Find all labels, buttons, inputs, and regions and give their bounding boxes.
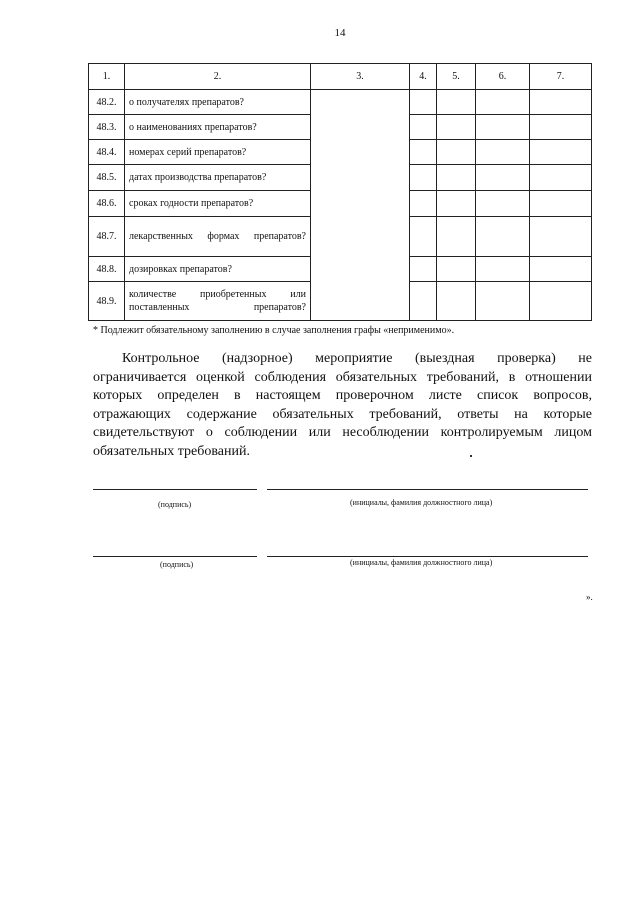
signature-line xyxy=(93,556,257,557)
name-line xyxy=(267,556,588,557)
col-header-4: 4. xyxy=(410,64,437,90)
row-number: 48.6. xyxy=(89,191,125,217)
answer-cell xyxy=(476,191,530,217)
answer-cell xyxy=(530,90,592,115)
answer-cell xyxy=(410,165,437,191)
footnote: * Подлежит обязательному заполнению в случае заполнения графы «неприменимо». xyxy=(93,325,455,336)
row-question: о наименованиях препаратов? xyxy=(125,115,311,140)
answer-cell xyxy=(530,191,592,217)
col-header-3: 3. xyxy=(311,64,410,90)
table-header-row xyxy=(89,64,592,90)
answer-cell xyxy=(410,217,437,257)
signature-caption: (подпись) xyxy=(160,560,194,569)
row-question: сроках годности препаратов? xyxy=(125,191,311,217)
answer-cell xyxy=(476,115,530,140)
body-paragraph: Контрольное (надзорное) мероприятие (выездная проверка) не ограничивается оценкой соблюдения обязательных требований, в отношении которых определен в настоящем проверочном листе список вопросов, отражающих содержание обязательных требований, ответы на которые свидетельствуют о соблюдении или несоблюдении контролируемым лицом обязательных требований. xyxy=(93,351,592,459)
checklist-table xyxy=(88,63,592,321)
col-header-6: 6. xyxy=(476,64,530,90)
answer-cell xyxy=(476,140,530,165)
answer-cell xyxy=(410,90,437,115)
answer-cell xyxy=(476,165,530,191)
answer-cell xyxy=(530,217,592,257)
answer-cell xyxy=(530,165,592,191)
closing-quote-mark: ». xyxy=(586,592,593,602)
signature-caption: (подпись) xyxy=(158,500,192,509)
row-number: 48.2. xyxy=(89,90,125,115)
col-header-2: 2. xyxy=(125,64,311,90)
answer-cell xyxy=(437,217,476,257)
row-number: 48.8. xyxy=(89,257,125,282)
answer-cell xyxy=(530,140,592,165)
row-number: 48.4. xyxy=(89,140,125,165)
answer-cell xyxy=(476,257,530,282)
answer-cell xyxy=(530,257,592,282)
col-header-5: 5. xyxy=(437,64,476,90)
row-question: номерах серий препаратов? xyxy=(125,140,311,165)
answer-cell xyxy=(530,282,592,321)
row-question: датах производства препаратов? xyxy=(125,165,311,191)
answer-cell xyxy=(437,257,476,282)
name-line xyxy=(267,489,588,490)
row-number: 48.5. xyxy=(89,165,125,191)
answer-cell xyxy=(476,90,530,115)
row-number: 48.3. xyxy=(89,115,125,140)
page-number: 14 xyxy=(334,27,346,39)
answer-cell xyxy=(410,257,437,282)
row-question: лекарственных формах препаратов? xyxy=(125,217,311,257)
name-caption: (инициалы, фамилия должностного лица) xyxy=(350,558,493,567)
col-header-7: 7. xyxy=(530,64,592,90)
answer-cell xyxy=(530,115,592,140)
signature-line xyxy=(93,489,257,490)
row-question: дозировках препаратов? xyxy=(125,257,311,282)
table-row xyxy=(89,90,592,115)
answer-cell xyxy=(437,165,476,191)
answer-cell xyxy=(476,217,530,257)
row-number: 48.9. xyxy=(89,282,125,321)
answer-cell xyxy=(437,140,476,165)
row-question: о получателях препаратов? xyxy=(125,90,311,115)
answer-cell xyxy=(410,140,437,165)
answer-cell xyxy=(437,115,476,140)
merged-column-3-cell xyxy=(311,90,410,321)
name-caption: (инициалы, фамилия должностного лица) xyxy=(350,498,493,507)
answer-cell xyxy=(476,282,530,321)
answer-cell xyxy=(410,191,437,217)
stray-dot xyxy=(470,455,472,457)
answer-cell xyxy=(410,115,437,140)
answer-cell xyxy=(437,90,476,115)
answer-cell xyxy=(437,282,476,321)
answer-cell xyxy=(410,282,437,321)
row-number: 48.7. xyxy=(89,217,125,257)
answer-cell xyxy=(437,191,476,217)
col-header-1: 1. xyxy=(89,64,125,90)
row-question: количестве приобретенных или поставленных препаратов? xyxy=(125,282,311,321)
